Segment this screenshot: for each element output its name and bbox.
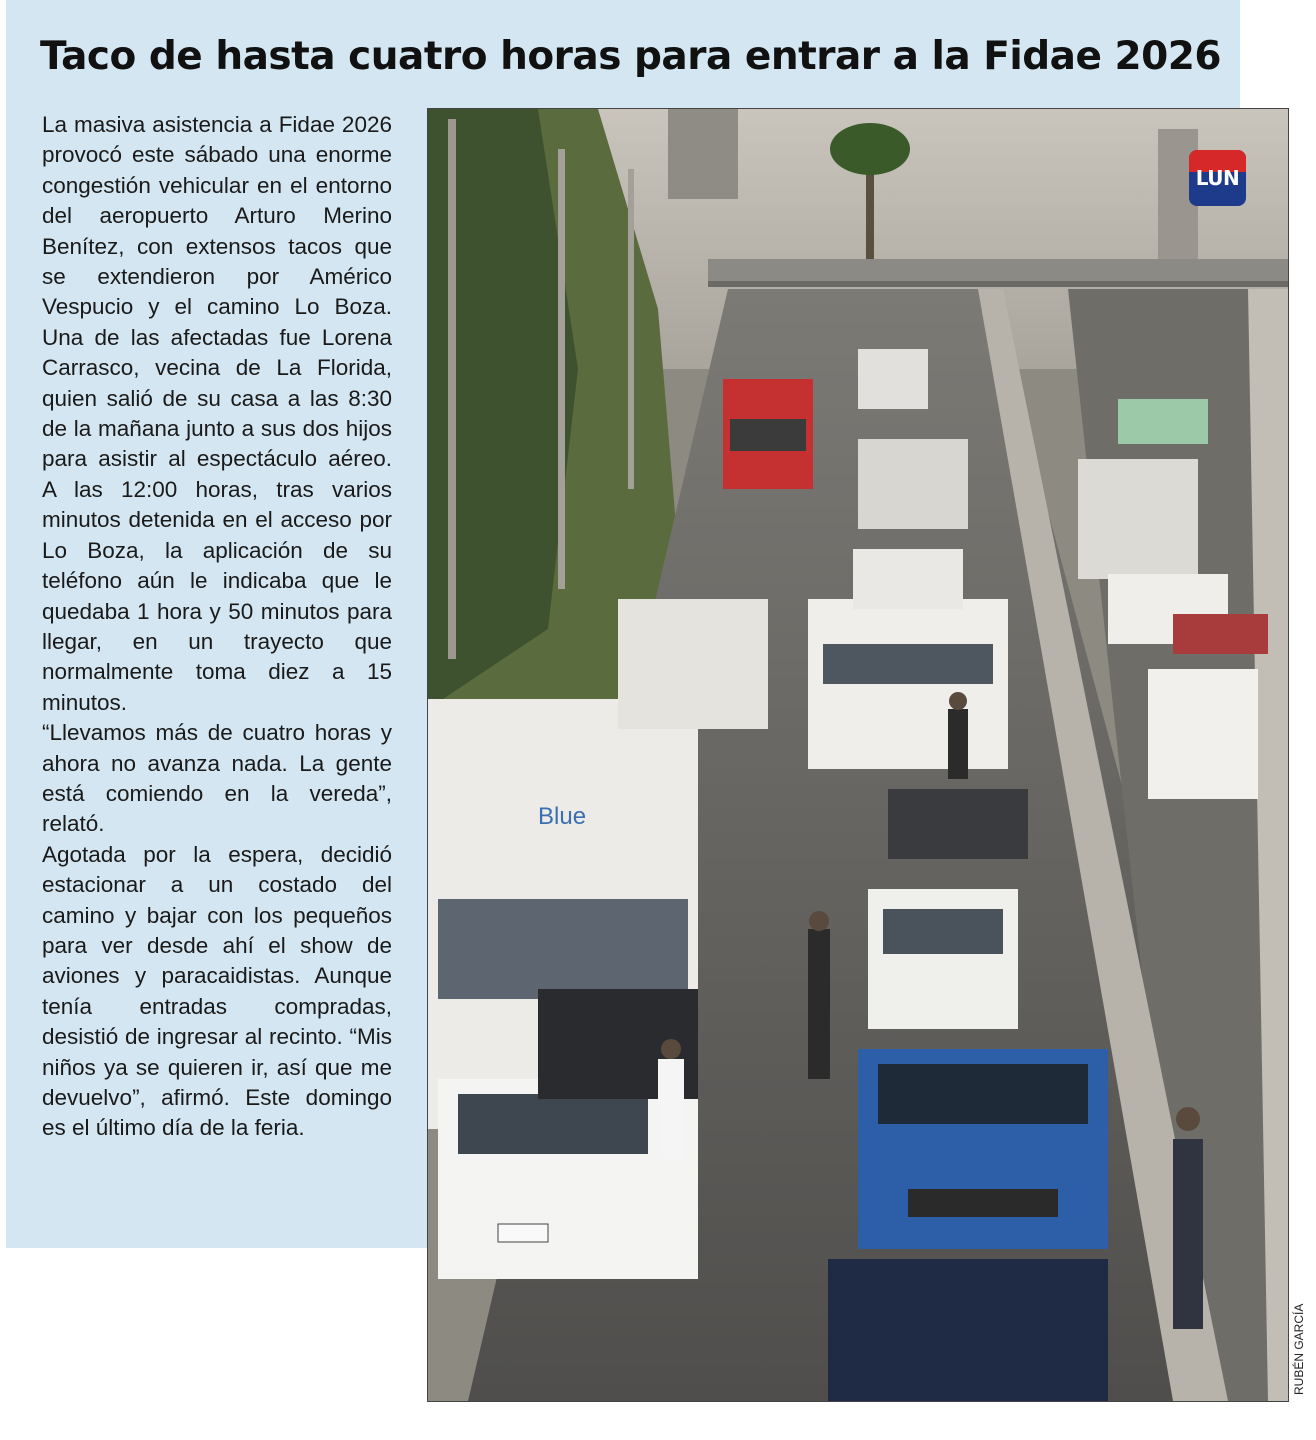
car: [853, 549, 963, 609]
article-body: [42, 110, 392, 1144]
suv-windshield: [883, 909, 1003, 954]
building: [668, 109, 738, 199]
utility-pole: [558, 149, 565, 589]
article-paragraph-1: La masiva asistencia a Fidae 2026 provocó este sábado una enorme congestión vehicular en el entorno del aeropuerto Arturo Merino Benítez, con extensos tacos que se extendieron por Américo Vespucio y el camino Lo Boza. Una de las afectadas fue Lorena Carrasco, vecina de La Florida, quien salió de su casa a las 8:30 de la mañana junto a sus dos hijos para asistir al espectáculo aéreo. A las 12:00 horas, tras varios minutos detenida en el acceso por Lo Boza, la aplicación de su teléfono aún le indicaba que le quedaba 1 hora y 50 minutos para llegar, en un trayecto que normalmente toma diez a 15 minutos.: [42, 112, 392, 715]
headline: Taco de hasta cuatro horas para entrar a la Fidae 2026: [40, 34, 1222, 79]
van-window: [823, 644, 993, 684]
article-paragraph-2: “Llevamos más de cuatro horas y ahora no avanza nada. La gente está comiendo en la vereda”, relató.: [42, 720, 392, 837]
pickup-grille: [908, 1189, 1058, 1217]
red-bus-window: [730, 419, 806, 451]
pickup-windshield: [878, 1064, 1088, 1124]
dark-car: [888, 789, 1028, 859]
lun-logo-text: LUN: [1195, 166, 1240, 190]
footbridge: [708, 281, 1288, 287]
person-head: [949, 692, 967, 710]
license-plate: [498, 1224, 548, 1242]
person-head: [809, 911, 829, 931]
truck-right: [1078, 459, 1198, 579]
hatchback-windshield: [458, 1094, 648, 1154]
utility-pole: [628, 169, 634, 489]
traffic-jam-photo: [427, 108, 1289, 1402]
dark-car-bottom: [828, 1259, 1108, 1401]
person-head: [661, 1039, 681, 1059]
car: [858, 349, 928, 409]
car: [858, 439, 968, 529]
white-van-right: [1148, 669, 1258, 799]
palm-crown: [830, 123, 910, 175]
person: [808, 929, 830, 1079]
person-head: [1176, 1107, 1200, 1131]
utility-pole: [448, 119, 456, 659]
person: [948, 709, 968, 779]
truck-brand-label: Blue: [538, 803, 587, 830]
person: [658, 1059, 684, 1159]
box-truck: [618, 599, 768, 729]
footbridge: [708, 259, 1288, 281]
person: [1173, 1139, 1203, 1329]
panel-notch: [1240, 0, 1316, 110]
photo-credit: RUBÉN GARCÍA: [1292, 1303, 1306, 1395]
red-car-right: [1173, 614, 1268, 654]
lun-logo: [1189, 150, 1246, 206]
traffic-jam-illustration: [428, 109, 1288, 1401]
green-bus: [1118, 399, 1208, 444]
truck-windshield: [438, 899, 688, 999]
article-paragraph-3: Agotada por la espera, decidió estacionar a un costado del camino y bajar con los pequeños para ver desde ahí el show de aviones y paracaidistas. Aunque tenía entradas compradas, desistió de ingresar al recinto. “Mis niños ya se quieren ir, así que me devuelvo”, afirmó. Este domingo es el último día de la feria.: [42, 841, 392, 1141]
